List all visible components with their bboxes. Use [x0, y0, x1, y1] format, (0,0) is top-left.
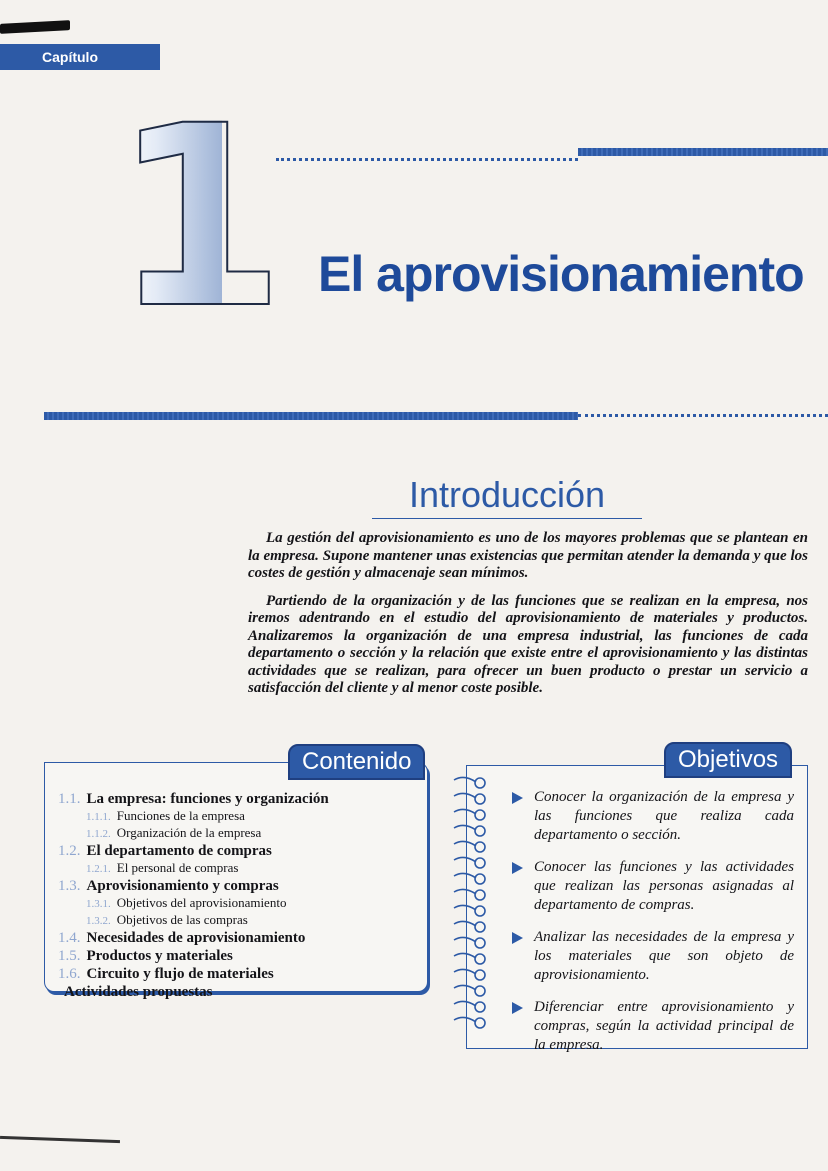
toc-text: Funciones de la empresa [116, 808, 245, 823]
toc-text: Organización de la empresa [116, 825, 262, 840]
toc-text: El departamento de compras [86, 843, 272, 859]
intro-paragraph: La gestión del aprovisionamiento es uno de los mayores problemas que se plantean en la empresa. Supone mantener unas existencias que permitan atender la demanda y que los costes de gestión y almacenaje sean mínimos. [248, 530, 808, 581]
chapter-title: El aprovisionamiento [318, 246, 804, 302]
upper-solid-rule [578, 148, 828, 156]
contents-label: Contenido [288, 744, 425, 780]
objectives-label: Objetivos [664, 742, 792, 778]
chapter-number: 1 [112, 72, 286, 363]
toc-number: 1.2. [58, 843, 81, 859]
toc-number: 1.1.2. [86, 828, 111, 840]
toc-number: 1.3.1. [86, 898, 111, 910]
toc-item [58, 947, 418, 965]
chapter-label: Capítulo [0, 44, 160, 70]
upper-dotted-rule [276, 158, 578, 161]
toc-text: Productos y materiales [86, 948, 233, 964]
objective-item: Conocer las funciones y las actividades que realizan las personas asignadas al departamento de compras. [512, 858, 794, 915]
toc-subitem [58, 825, 418, 842]
intro-paragraph: Partiendo de la organización y de las funciones que se realizan en la empresa, nos iremos adentrando en el estudio del aprovisionamiento de materiales y productos. Analizaremos la organización de una empresa industrial, las funciones de cada departamento o sección y la relación que existe entre el aprovisionamiento y las distintas actividades que se realizan, para ofrecer un buen producto o prestar un servicio a satisfacción del cliente y al menor coste posible. [248, 592, 808, 696]
intro-heading: Introducción [372, 474, 642, 519]
toc-text: Aprovisionamiento y compras [86, 878, 279, 894]
toc-text: Actividades propuestas [64, 984, 213, 1000]
toc-number: 1.1.1. [86, 811, 111, 823]
toc-number: 1.3.2. [86, 915, 111, 927]
toc-text: La empresa: funciones y organización [86, 791, 329, 807]
spiral-binding-icon [450, 772, 492, 1034]
decorative-top-stroke [0, 20, 70, 34]
objective-item: Analizar las necesidades de la empresa y los materiales que son objeto de aprovisionamiento. [512, 928, 794, 985]
toc-text: Circuito y flujo de materiales [86, 966, 274, 982]
toc-subitem [58, 912, 418, 929]
toc-subitem [58, 860, 418, 877]
toc-number: 1.4. [58, 930, 81, 946]
toc-number: 1.1. [58, 791, 81, 807]
toc-item [58, 929, 418, 947]
objective-item: Conocer la organización de la empresa y las funciones que realiza cada departamento o sección. [512, 788, 794, 845]
toc-number: 1.6. [58, 966, 81, 982]
toc-text: El personal de compras [116, 860, 239, 875]
toc-text: Necesidades de aprovisionamiento [86, 930, 306, 946]
toc-item [58, 842, 418, 860]
decorative-bottom-stroke [0, 1136, 120, 1143]
toc-item [58, 877, 418, 895]
toc-subitem [58, 895, 418, 912]
lower-solid-rule [44, 412, 578, 420]
toc-item [58, 983, 418, 1001]
toc-text: Objetivos de las compras [116, 912, 248, 927]
toc-item [58, 790, 418, 808]
objectives-list [512, 788, 794, 1068]
toc-subitem [58, 808, 418, 825]
lower-dotted-rule [578, 414, 828, 417]
toc-number: 1.3. [58, 878, 81, 894]
objective-item: Diferenciar entre aprovisionamiento y compras, según la actividad principal de la empresa. [512, 998, 794, 1055]
toc-item [58, 965, 418, 983]
table-of-contents [58, 790, 418, 1001]
toc-text: Objetivos del aprovisionamiento [116, 895, 287, 910]
toc-number: 1.2.1. [86, 863, 111, 875]
intro-text [248, 530, 808, 708]
toc-number: 1.5. [58, 948, 81, 964]
